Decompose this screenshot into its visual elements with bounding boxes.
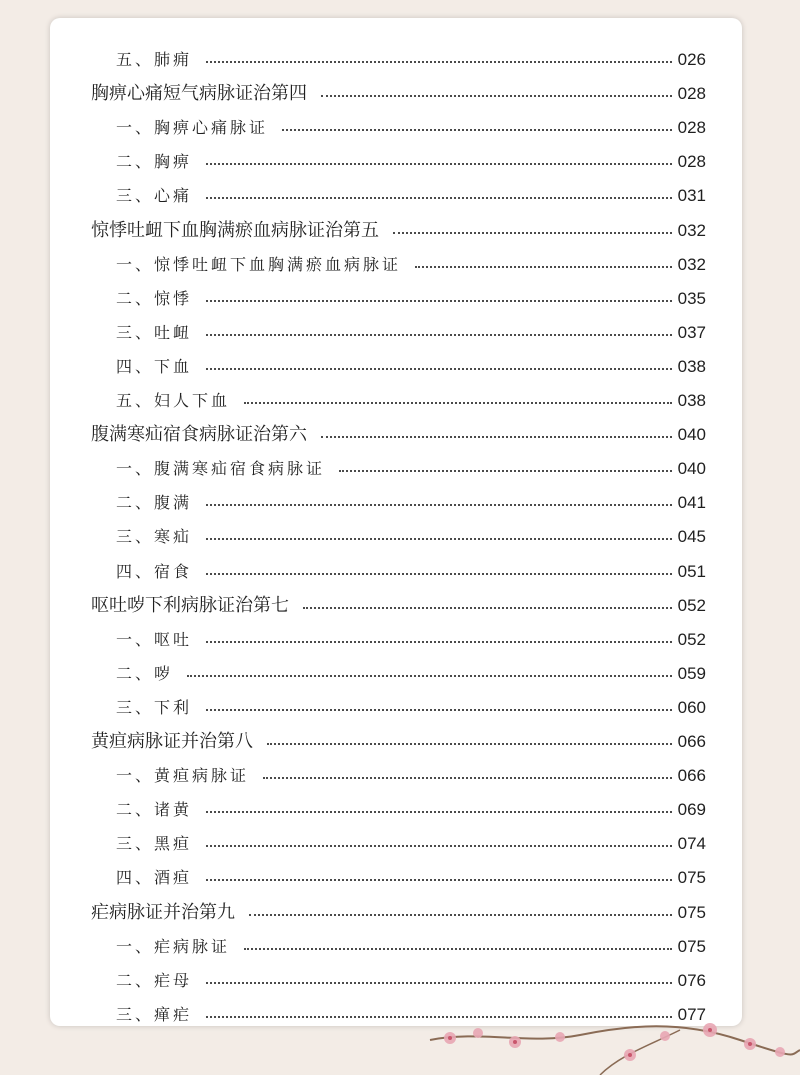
toc-section-entry[interactable] [50, 318, 742, 348]
toc-leader-dots [415, 266, 672, 268]
toc-entry-title: 二、诸黄 [116, 800, 193, 820]
toc-leader-dots [206, 504, 672, 506]
toc-entry-title: 一、黄疸病脉证 [116, 766, 250, 786]
toc-chapter-entry[interactable] [50, 898, 742, 928]
toc-leader-dots [244, 402, 672, 404]
toc-leader-dots [187, 675, 672, 677]
toc-leader-dots [206, 641, 672, 643]
toc-page-number: 051 [677, 561, 706, 581]
toc-entry-title: 一、呕吐 [116, 629, 193, 649]
toc-page-number: 076 [677, 970, 706, 990]
toc-page-number: 077 [677, 1004, 706, 1024]
toc-entry-title: 二、胸痹 [116, 152, 193, 172]
toc-section-entry[interactable] [50, 659, 742, 689]
toc-page-number: 060 [677, 697, 706, 717]
toc-section-entry[interactable] [50, 250, 742, 280]
toc-leader-dots [244, 948, 672, 950]
toc-entry-title: 黄疸病脉证并治第八 [91, 731, 253, 752]
toc-entry-title: 五、肺痈 [116, 50, 193, 69]
toc-section-entry[interactable] [50, 181, 742, 211]
toc-page-number: 028 [677, 152, 706, 172]
toc-entry-title: 惊悸吐衄下血胸满瘀血病脉证治第五 [91, 219, 379, 241]
toc-page-number: 075 [677, 902, 706, 922]
toc-page-number: 074 [677, 834, 706, 854]
toc-entry-title: 三、瘅疟 [116, 1004, 193, 1024]
toc-page-number: 038 [677, 356, 706, 376]
toc-leader-dots [393, 232, 672, 234]
toc-section-entry[interactable] [50, 488, 742, 518]
toc-leader-dots [263, 777, 672, 779]
toc-page-number: 028 [677, 84, 706, 104]
toc-leader-dots [267, 743, 672, 745]
toc-entry-title: 三、吐衄 [116, 322, 193, 342]
toc-entry-title: 一、胸痹心痛脉证 [116, 118, 269, 138]
toc-entry-title: 一、腹满寒疝宿食病脉证 [116, 459, 326, 479]
toc-leader-dots [206, 982, 672, 984]
toc-entry-title: 四、下血 [116, 356, 193, 376]
toc-leader-dots [339, 470, 672, 472]
toc-leader-dots [249, 914, 672, 916]
toc-page-number: 032 [677, 220, 706, 240]
toc-chapter-entry[interactable] [50, 727, 742, 757]
toc-page-number: 052 [677, 595, 706, 615]
plum-blossom-decoration [420, 1000, 800, 1075]
toc-section-entry[interactable] [50, 693, 742, 723]
toc-leader-dots [206, 300, 672, 302]
toc-page-number: 026 [677, 50, 706, 69]
toc-leader-dots [321, 436, 672, 438]
toc-leader-dots [206, 811, 672, 813]
toc-section-entry[interactable] [50, 284, 742, 314]
toc-leader-dots [303, 607, 672, 609]
toc-entry-title: 一、疟病脉证 [116, 936, 231, 956]
toc-leader-dots [206, 163, 672, 165]
toc-section-entry[interactable] [50, 932, 742, 962]
toc-entry-title: 三、下利 [116, 697, 193, 717]
toc-entry-title: 四、酒疸 [116, 868, 193, 888]
toc-entry-title: 五、妇人下血 [116, 391, 231, 410]
toc-entry-title: 二、疟母 [116, 970, 193, 990]
toc-entry-title: 四、宿食 [116, 561, 193, 581]
toc-chapter-entry[interactable] [50, 591, 742, 621]
toc-section-entry[interactable] [50, 147, 742, 177]
toc-entry-title: 二、哕 [116, 663, 174, 683]
toc-entry-title: 二、腹满 [116, 493, 193, 513]
toc-page-number: 052 [677, 629, 706, 649]
toc-leader-dots [206, 879, 672, 881]
toc-page-number: 031 [677, 186, 706, 206]
toc-section-entry[interactable] [50, 386, 742, 416]
toc-leader-dots [206, 845, 672, 847]
toc-page-number: 066 [677, 766, 706, 786]
toc-entry-title: 胸痹心痛短气病脉证治第四 [91, 83, 307, 105]
toc-section-entry[interactable] [50, 454, 742, 484]
toc-page-number: 075 [677, 936, 706, 956]
toc-page-number: 028 [677, 118, 706, 138]
toc-section-entry[interactable] [50, 863, 742, 893]
toc-leader-dots [282, 129, 672, 131]
toc-entry-title: 三、黑疸 [116, 834, 193, 854]
toc-entry-title: 二、惊悸 [116, 288, 193, 308]
toc-section-entry[interactable] [50, 795, 742, 825]
toc-page-number: 059 [677, 663, 706, 683]
toc-page-number: 075 [677, 868, 706, 888]
toc-leader-dots [206, 709, 672, 711]
toc-page-number: 045 [677, 527, 706, 547]
toc-entry-title: 一、惊悸吐衄下血胸满瘀血病脉证 [116, 254, 402, 274]
toc-page-number: 040 [677, 459, 706, 479]
toc-section-entry[interactable] [50, 625, 742, 655]
toc-page-number: 066 [677, 732, 706, 751]
toc-entry-title: 腹满寒疝宿食病脉证治第六 [91, 424, 307, 446]
toc-section-entry[interactable] [50, 557, 742, 587]
toc-page-number: 035 [677, 288, 706, 308]
toc-section-entry[interactable] [50, 522, 742, 552]
toc-page-number: 038 [677, 391, 706, 410]
toc-entry-title: 三、心痛 [116, 186, 193, 206]
toc-page-number: 037 [677, 322, 706, 342]
toc-leader-dots [206, 368, 672, 370]
toc-section-entry[interactable] [50, 829, 742, 859]
toc-chapter-entry[interactable] [50, 79, 742, 109]
toc-leader-dots [206, 197, 672, 199]
toc-leader-dots [321, 95, 672, 97]
toc-page-number: 041 [677, 493, 706, 513]
toc-section-entry[interactable] [50, 45, 742, 75]
toc-entry-title: 呕吐哕下利病脉证治第七 [91, 594, 289, 616]
toc-chapter-entry[interactable] [50, 216, 742, 246]
toc-leader-dots [206, 61, 672, 63]
toc-section-entry[interactable] [50, 352, 742, 382]
toc-section-entry[interactable] [50, 113, 742, 143]
toc-chapter-entry[interactable] [50, 420, 742, 450]
toc-leader-dots [206, 538, 672, 540]
toc-entry-title: 三、寒疝 [116, 527, 193, 547]
toc-section-entry[interactable] [50, 966, 742, 996]
toc-page [50, 18, 742, 1026]
toc-page-number: 040 [677, 425, 706, 445]
toc-leader-dots [206, 573, 672, 575]
toc-page-number: 069 [677, 800, 706, 820]
toc-page-number: 032 [677, 254, 706, 274]
toc-leader-dots [206, 334, 672, 336]
toc-entry-title: 疟病脉证并治第九 [91, 901, 235, 923]
toc-section-entry[interactable] [50, 761, 742, 791]
